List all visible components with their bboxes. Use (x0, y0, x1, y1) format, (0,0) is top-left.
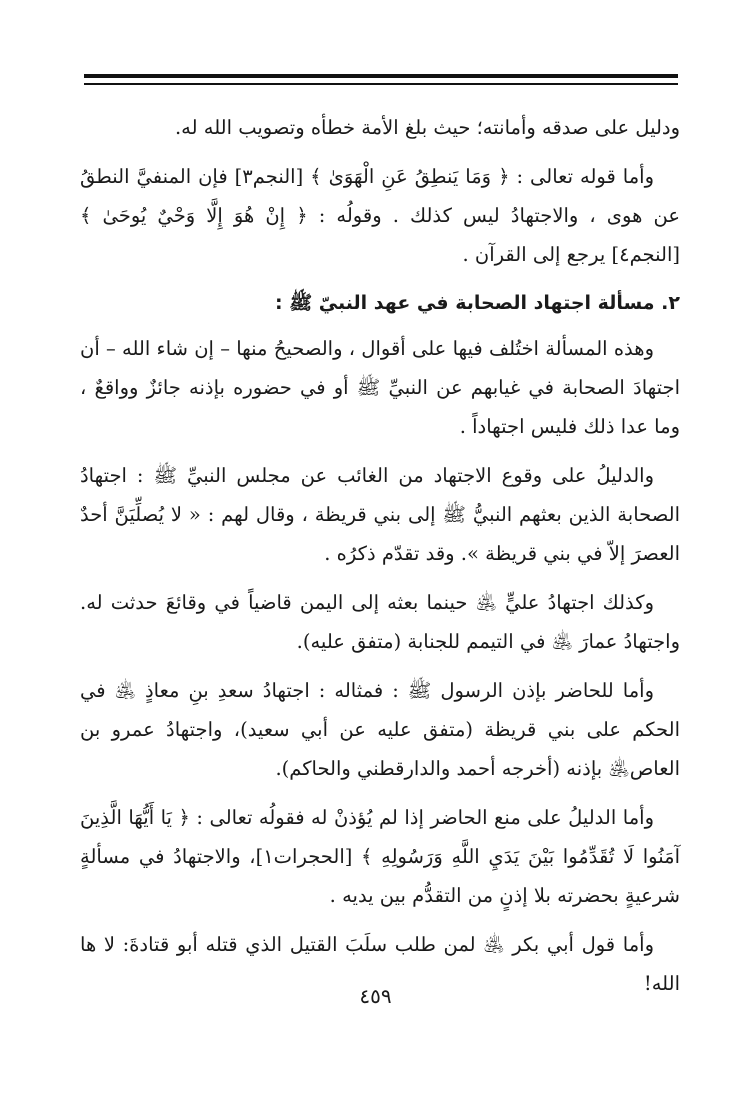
header-rule-thin (84, 83, 678, 85)
paragraph-5: وكذلك اجتهادُ عليٍّ ﵁ حينما بعثه إلى اليمن قاضياً في وقائعَ حدثت له. واجتهادُ عمارَ ﵁ في التيمم للجنابة (متفق عليه). (80, 591, 680, 653)
section-heading: ٢. مسألة اجتهاد الصحابة في عهد النبيّ ﷺ : (275, 292, 680, 314)
paragraph-8: وأما قول أبي بكر ﵁ لمن طلب سلَبَ القتيل الذي قتله أبو قتادةَ: لا ها الله! (80, 933, 680, 995)
paragraph-1: ودليل على صدقه وأمانته؛ حيث بلغ الأمة خطأه وتصويب الله له. (174, 116, 680, 139)
header-rule-thick (84, 74, 678, 78)
page-body (80, 108, 680, 1013)
paragraph-7: وأما الدليلُ على منع الحاضر إذا لم يُؤذنْ له فقولُه تعالى : ﴿ يَا أَيُّهَا الَّذِينَ آمَنُوا لَا تُقَدِّمُوا بَيْنَ يَدَيِ اللَّهِ وَرَسُولِهِ ﴾ [الحجرات١]، والاجتهادُ في مسألةٍ شرعيةٍ بحضرته بلا إذنٍ من التقدُّم بين يديه . (80, 806, 680, 907)
paragraph-2: وأما قوله تعالى : ﴿ وَمَا يَنطِقُ عَنِ الْهَوَىٰ ﴾ [النجم٣] فإن المنفيَّ النطقُ عن هوى ، والاجتهادُ ليس كذلك . وقولُه : ﴿ إِنْ هُوَ إِلَّا وَحْيٌ يُوحَىٰ ﴾ [النجم٤] يرجع إلى القرآن . (80, 165, 680, 266)
paragraph-3: وهذه المسألة اختُلف فيها على أقوال ، والصحيحُ منها – إن شاء الله – أن اجتهادَ الصحابة في غيابهم عن النبيِّ ﷺ أو في حضوره بإذنه جائزٌ وواقعٌ ، وما عدا ذلك فليس اجتهاداً . (80, 337, 680, 438)
page-number: ٤٥٩ (359, 984, 392, 1008)
paragraph-6: وأما للحاضر بإذن الرسول ﷺ : فمثاله : اجتهادُ سعدِ بنِ معاذٍ ﵁ في الحكم على بني قريظة (متفق عليه عن أبي سعيد)، واجتهادُ عمرو بن العاص﵁ بإذنه (أخرجه أحمد والدارقطني والحاكم). (80, 679, 680, 780)
paragraph-4: والدليلُ على وقوع الاجتهاد من الغائب عن مجلس النبيِّ ﷺ : اجتهادُ الصحابة الذين بعثهم النبيُّ ﷺ إلى بني قريظة ، وقال لهم : « لا يُصلِّيَنَّ أحدٌ العصرَ إلاّ في بني قريظة ». وقد تقدّم ذكرُه . (80, 464, 680, 565)
